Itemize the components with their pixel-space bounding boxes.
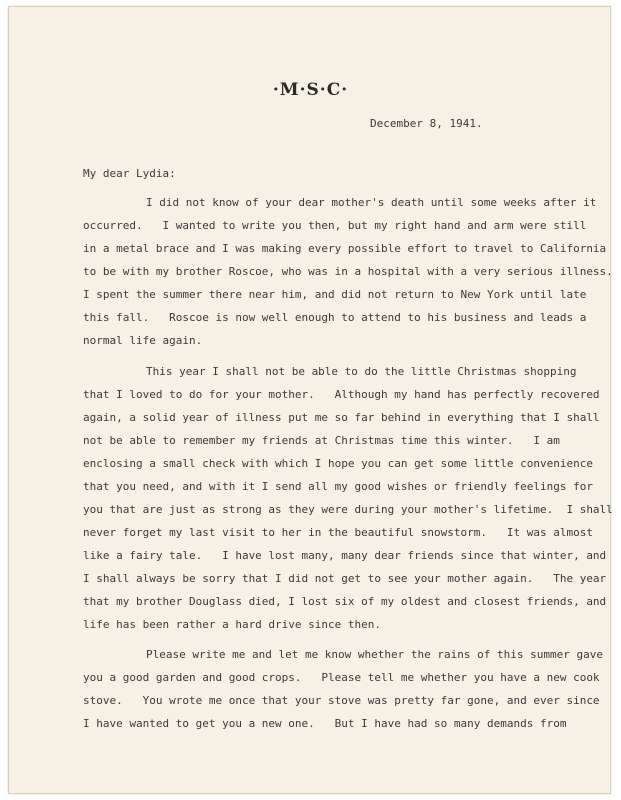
letter-date: December 8, 1941. <box>370 117 483 130</box>
letter-line: I shall always be sorry that I did not get to see your mother again. The year <box>83 572 607 585</box>
letterhead-monogram: ·M·S·C· <box>272 80 349 100</box>
letter-line: stove. You wrote me once that your stove was pretty far gone, and ever since <box>83 694 600 707</box>
letter-line: I spent the summer there near him, and did not return to New York until late <box>83 288 587 301</box>
letter-greeting: My dear Lydia: <box>83 167 176 180</box>
letter-line: again, a solid year of illness put me so far behind in everything that I shall <box>83 411 600 424</box>
letter-line: you that are just as strong as they were during your mother's lifetime. I shall <box>83 503 613 516</box>
letter-line: like a fairy tale. I have lost many, many dear friends since that winter, and <box>83 549 607 562</box>
letter-line: to be with my brother Roscoe, who was in a hospital with a very serious illness. <box>83 265 613 278</box>
letter-line: not be able to remember my friends at Christmas time this winter. I am <box>83 434 560 447</box>
letter-line: never forget my last visit to her in the beautiful snowstorm. It was almost <box>83 526 593 539</box>
letter-line: I have wanted to get you a new one. But I have had so many demands from <box>83 717 567 730</box>
letter-line: life has been rather a hard drive since then. <box>83 618 382 631</box>
letter-line: in a metal brace and I was making every possible effort to travel to California <box>83 242 607 255</box>
letter-line: this fall. Roscoe is now well enough to attend to his business and leads a <box>83 311 587 324</box>
letter-line: Please write me and let me know whether the rains of this summer gave <box>146 648 603 661</box>
letter-line: I did not know of your dear mother's death until some weeks after it <box>146 196 597 209</box>
letter-line: that I loved to do for your mother. Although my hand has perfectly recovered <box>83 388 600 401</box>
letter-line: normal life again. <box>83 334 203 347</box>
letter-line: you a good garden and good crops. Please tell me whether you have a new cook <box>83 671 600 684</box>
letter-line: occurred. I wanted to write you then, but my right hand and arm were still <box>83 219 587 232</box>
letter-line: This year I shall not be able to do the little Christmas shopping <box>146 365 577 378</box>
letter-line: enclosing a small check with which I hope you can get some little convenience <box>83 457 593 470</box>
letter-line: that my brother Douglass died, I lost six of my oldest and closest friends, and <box>83 595 607 608</box>
letter-line: that you need, and with it I send all my good wishes or friendly feelings for <box>83 480 593 493</box>
